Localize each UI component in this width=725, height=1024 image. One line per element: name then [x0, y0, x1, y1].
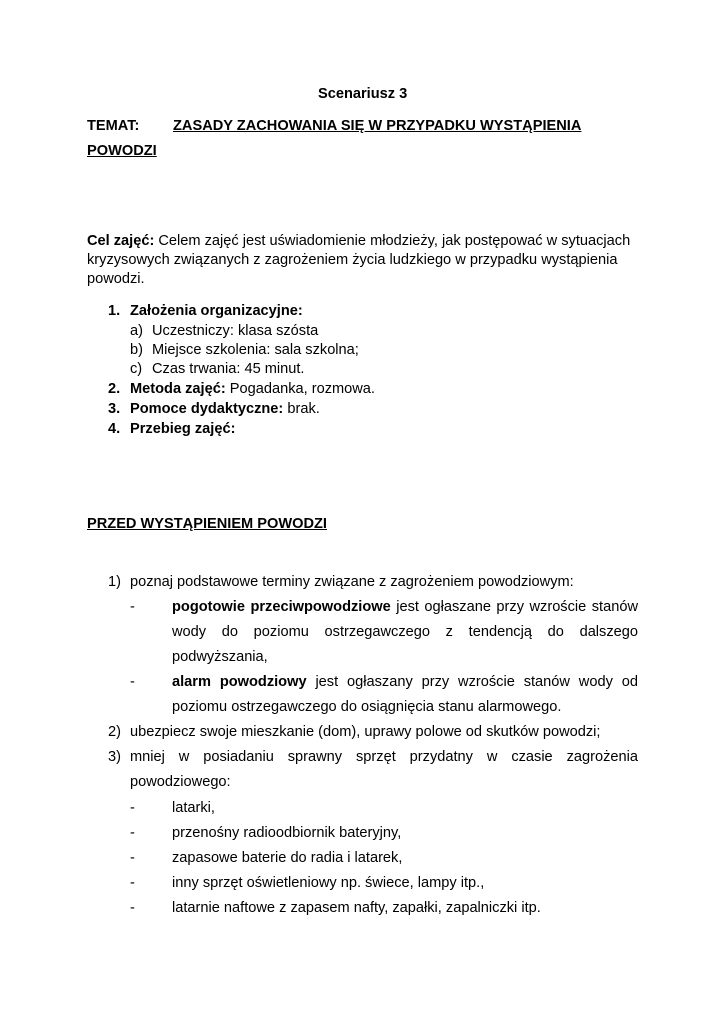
outline-item-2: 2. Metoda zajęć: Pogadanka, rozmowa. [108, 381, 375, 397]
topic-line-1: ZASADY ZACHOWANIA SIĘ W PRZYPADKU WYSTĄPIENIA [173, 118, 582, 134]
equipment-dash: - [130, 825, 135, 841]
step-3-line-2: powodziowego: [130, 774, 231, 790]
term-1-line-1: pogotowie przeciwpowodziowe jest ogłaszane przy wzroście stanów [172, 599, 638, 615]
term-1-line-2: wody do poziomu ostrzegawczego z tendencją do dalszego [172, 624, 638, 640]
equipment-dash: - [130, 850, 135, 866]
goal-line-2: kryzysowych związanych z zagrożeniem życia ludzkiego w przypadku wystąpienia [87, 252, 618, 268]
step-3-num: 3) [108, 749, 121, 765]
step-3-line-1: mniej w posiadaniu sprawny sprzęt przydatny w czasie zagrożenia [130, 749, 638, 765]
outline-item-4: 4. Przebieg zajęć: [108, 421, 236, 437]
document-title: Scenariusz 3 [318, 86, 408, 102]
topic-line-2: POWODZI [87, 143, 157, 159]
equipment-item: przenośny radioodbiornik bateryjny, [172, 825, 402, 841]
term-1-dash: - [130, 599, 135, 615]
org-item-c: c) Czas trwania: 45 minut. [130, 361, 305, 377]
equipment-dash: - [130, 900, 135, 916]
org-item-a: a) Uczestniczy: klasa szósta [130, 323, 319, 339]
equipment-dash: - [130, 875, 135, 891]
equipment-item: latarnie naftowe z zapasem nafty, zapałki, zapalniczki itp. [172, 900, 541, 916]
goal-line-3: powodzi. [87, 271, 145, 287]
term-1-line-3: podwyższania, [172, 649, 268, 665]
equipment-item: inny sprzęt oświetleniowy np. świece, lampy itp., [172, 875, 485, 891]
equipment-dash: - [130, 800, 135, 816]
term-2-dash: - [130, 674, 135, 690]
section-heading: PRZED WYSTĄPIENIEM POWODZI [87, 516, 327, 532]
topic-label: TEMAT: [87, 118, 140, 134]
org-item-b: b) Miejsce szkolenia: sala szkolna; [130, 342, 359, 358]
goal-line-1: Cel zajęć: Celem zajęć jest uświadomienie młodzieży, jak postępować w sytuacjach [87, 233, 631, 249]
term-2-line-2: poziomu ostrzegawczego do osiągnięcia stanu alarmowego. [172, 699, 562, 715]
equipment-item: zapasowe baterie do radia i latarek, [172, 850, 403, 866]
equipment-item: latarki, [172, 800, 215, 816]
outline-item-1: 1. Założenia organizacyjne: [108, 303, 303, 319]
outline-item-3: 3. Pomoce dydaktyczne: brak. [108, 401, 320, 417]
step-1: 1) poznaj podstawowe terminy związane z zagrożeniem powodziowym: [108, 574, 574, 590]
term-2-line-1: alarm powodziowy jest ogłaszany przy wzroście stanów wody od [172, 674, 638, 690]
step-2: 2) ubezpiecz swoje mieszkanie (dom), uprawy polowe od skutków powodzi; [108, 724, 601, 740]
